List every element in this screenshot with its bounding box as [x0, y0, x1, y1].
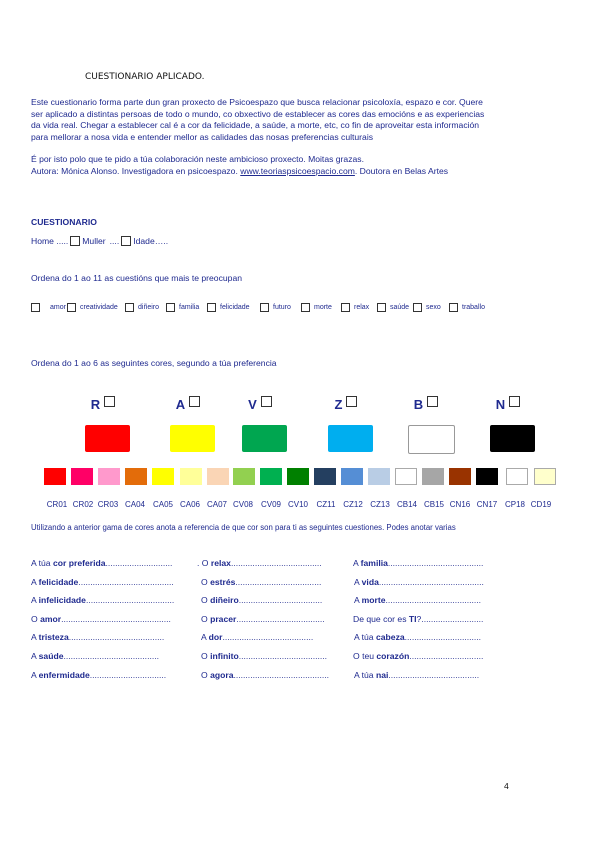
swatch-code: CZ13 [370, 500, 390, 509]
answer-blank[interactable]: .............................................. [61, 614, 171, 624]
topic-label: traballo [462, 304, 485, 311]
question-item [31, 577, 174, 587]
question-keyword: amor [40, 614, 62, 624]
question-item [201, 577, 321, 587]
question-item [354, 595, 481, 605]
question-item [31, 614, 171, 624]
question-keyword: infelicidade [38, 595, 86, 605]
primary-code-letter: A [175, 397, 186, 412]
question-prefix: O teu [353, 651, 377, 661]
question-keyword: cor preferida [52, 558, 106, 568]
question-prefix: De que cor es [353, 614, 409, 624]
swatch-code: CR03 [97, 500, 119, 509]
primary-code-letter: B [413, 397, 424, 412]
topic-6[interactable] [301, 303, 332, 312]
answer-blank[interactable]: ................................ [89, 670, 167, 680]
swatch-CR02 [71, 468, 93, 485]
primary-code-letter: R [90, 397, 101, 412]
topic-0[interactable] [31, 303, 66, 312]
topic-3[interactable] [166, 303, 199, 312]
question-item [201, 670, 329, 680]
primary-code-letter: V [248, 397, 257, 412]
topic-label: sexo [426, 304, 441, 311]
question-prefix: O [201, 595, 211, 605]
swatch-code: CB15 [423, 500, 444, 509]
swatch-code: CZ11 [316, 500, 336, 509]
rank-checkbox[interactable] [189, 396, 200, 407]
question-prefix: A túa [354, 632, 376, 642]
intro-line: ser aplicado a distintas persoas de todo o mundo, co obxectivo de establecer as cores das emocións e as experiencias [31, 108, 485, 119]
primary-swatch-V [242, 425, 287, 452]
primary-swatch-Z [328, 425, 373, 452]
swatch-CZ12 [341, 468, 363, 485]
topic-9[interactable] [413, 303, 441, 312]
author-suffix: . Doutora en Belas Artes [354, 165, 449, 176]
answer-blank[interactable]: ................................ [404, 632, 482, 642]
swatch-CR03 [98, 468, 120, 485]
question-keyword: saúde [38, 651, 64, 661]
answer-blank[interactable]: ?.......................... [416, 614, 484, 624]
topic-checkbox[interactable] [301, 303, 310, 312]
swatch-CD19 [534, 468, 556, 485]
question-keyword: familia [360, 558, 388, 568]
primary-code-letter: N [495, 397, 506, 412]
swatch-code: CA07 [206, 500, 227, 509]
rank-checkbox[interactable] [104, 396, 115, 407]
swatch-CA06 [180, 468, 202, 485]
answer-blank[interactable]: ...................................... [388, 670, 480, 680]
topic-7[interactable] [341, 303, 369, 312]
question-item [353, 651, 483, 661]
answer-blank[interactable]: ..................................... [85, 595, 175, 605]
primary-swatch-B [408, 425, 455, 454]
topic-label: relax [354, 304, 370, 311]
question-prefix: O [201, 670, 211, 680]
question-prefix: A [354, 577, 362, 587]
question-prefix: A [31, 595, 39, 605]
question-keyword: dor [208, 632, 223, 642]
rank-checkbox[interactable] [346, 396, 357, 407]
primary-code-V [240, 396, 280, 412]
question-prefix: A [31, 632, 39, 642]
answer-blank[interactable]: ........................................ [387, 558, 484, 568]
topic-label: diñeiro [138, 304, 160, 311]
answer-blank[interactable]: ........................................ [68, 632, 165, 642]
topic-checkbox[interactable] [125, 303, 134, 312]
question-prefix: A [353, 558, 361, 568]
question-keyword: TI [408, 614, 417, 624]
answer-blank[interactable]: ..................................... [238, 651, 328, 661]
swatch-code: CP18 [504, 500, 525, 509]
idade-label: Idade….. [133, 236, 169, 246]
swatch-code: CV10 [287, 500, 308, 509]
question-prefix: O [201, 577, 211, 587]
swatch-CV08 [233, 468, 255, 485]
question-keyword: pracer [210, 614, 237, 624]
instructions: Utilizando a anterior gama de cores anota a referencia de que cor son para ti as seguintes cuestiones. Podes anotar varias [31, 523, 456, 532]
swatch-CR01 [44, 468, 66, 485]
primary-code-N [488, 396, 528, 412]
question-keyword: diñeiro [210, 595, 239, 605]
section-title: CUESTIONARIO [31, 217, 97, 227]
answer-blank[interactable]: ...................................... [222, 632, 314, 642]
topic-checkbox[interactable] [31, 303, 40, 312]
question-item [354, 632, 481, 642]
primary-code-B [406, 396, 446, 412]
topic-checkbox[interactable] [207, 303, 216, 312]
answer-blank[interactable]: .................................... [235, 577, 322, 587]
rank-checkbox[interactable] [427, 396, 438, 407]
topic-checkbox[interactable] [341, 303, 350, 312]
demographics-row [31, 236, 168, 246]
swatch-code: CR02 [72, 500, 94, 509]
topic-checkbox[interactable] [449, 303, 458, 312]
topic-checkbox[interactable] [260, 303, 269, 312]
question-prefix: O [201, 614, 211, 624]
question-item [31, 670, 166, 680]
website-link[interactable]: www.teoriaspsicoespacio.com [240, 165, 355, 176]
page-number: 4 [504, 781, 509, 791]
primary-swatch-R [85, 425, 130, 452]
question-keyword: cabeza [375, 632, 405, 642]
intro-line: para mellorar a nosa vida e entender mellor as calidades das nosas preferencias culturais [31, 131, 374, 142]
answer-blank[interactable]: ........................................ [63, 651, 160, 661]
question-item [354, 670, 479, 680]
question-item [197, 558, 322, 568]
question-prefix: . O [197, 558, 211, 568]
swatch-code: CV09 [260, 500, 281, 509]
question-item [201, 651, 327, 661]
swatch-code: CR01 [46, 500, 68, 509]
question-concerns: Ordena do 1 ao 11 as cuestións que mais te preocupan [31, 273, 243, 283]
author-line [31, 166, 531, 178]
question-keyword: tristeza [38, 632, 69, 642]
topics-list [31, 303, 501, 315]
question-prefix: A [31, 651, 39, 661]
topic-checkbox[interactable] [166, 303, 175, 312]
question-item [31, 651, 159, 661]
swatch-code: CB14 [396, 500, 417, 509]
topic-label: saúde [390, 304, 410, 311]
topic-checkbox[interactable] [377, 303, 386, 312]
question-keyword: agora [210, 670, 234, 680]
question-item [201, 595, 322, 605]
swatch-CZ11 [314, 468, 336, 485]
question-prefix: A túa [354, 670, 376, 680]
primary-code-A [168, 396, 208, 412]
question-item [353, 614, 483, 624]
topic-checkbox[interactable] [67, 303, 76, 312]
topic-label: futuro [273, 304, 291, 311]
topic-label: familia [179, 304, 200, 311]
topic-label: creatividade [80, 304, 118, 311]
answer-blank[interactable]: ...................................... [230, 558, 322, 568]
question-keyword: enfermidade [38, 670, 90, 680]
question-keyword: vida [361, 577, 379, 587]
swatch-code: CZ12 [343, 500, 363, 509]
topic-checkbox[interactable] [413, 303, 422, 312]
question-prefix: O [31, 614, 41, 624]
question-item [201, 614, 325, 624]
topic-5[interactable] [260, 303, 291, 312]
intro-line: É por isto polo que te pido a túa colaboración neste ambicioso proxecto. Moitas grazas. [31, 154, 364, 165]
swatch-CV10 [287, 468, 309, 485]
topic-2[interactable] [125, 303, 159, 312]
swatch-code: CN17 [476, 500, 498, 509]
intro-text [31, 97, 531, 178]
topic-label: felicidade [220, 304, 250, 311]
question-prefix: A [31, 577, 39, 587]
swatch-CB15 [422, 468, 444, 485]
swatch-code: CD19 [530, 500, 552, 509]
intro-line: Este cuestionario forma parte dun gran proxecto de Psicoespazo que busca relacionar psicoloxía, espazo e cor. Quere [31, 97, 483, 107]
intro-line: da vida real. Chegar a establecer cal é a cor da felicidade, a saúde, a morte, etc, co fin de aproveitar esta información [31, 120, 480, 131]
document-title: CUESTIONARIO APLICADO. [85, 72, 205, 82]
answer-blank[interactable]: ............................... [409, 651, 484, 661]
muller-label: Muller [82, 236, 106, 246]
topic-label: amor [50, 304, 66, 311]
answer-blank[interactable]: ........................................ [385, 595, 482, 605]
question-item [354, 577, 484, 587]
question-prefix: A [201, 632, 209, 642]
author-prefix: Autora: Mónica Alonso. Investigadora en psicoespazo. [31, 165, 241, 176]
swatch-code: CA05 [152, 500, 173, 509]
question-item [353, 558, 483, 568]
question-keyword: nai [375, 670, 389, 680]
answer-blank[interactable]: ............................ [105, 558, 173, 568]
swatch-CA07 [207, 468, 229, 485]
swatch-code: CA04 [124, 500, 145, 509]
question-keyword: morte [361, 595, 386, 605]
rank-checkbox[interactable] [509, 396, 520, 407]
question-item [31, 558, 172, 568]
idade-checkbox[interactable] [121, 236, 131, 246]
question-prefix: A [354, 595, 362, 605]
question-item [31, 595, 174, 605]
question-prefix: A [31, 670, 39, 680]
topic-1[interactable] [67, 303, 118, 312]
primary-swatch-A [170, 425, 215, 452]
answer-blank[interactable]: ........................................ [78, 577, 174, 587]
answer-blank[interactable]: ................................... [238, 595, 323, 605]
topic-4[interactable] [207, 303, 250, 312]
primary-code-R [83, 396, 123, 412]
question-prefix: A túa [31, 558, 53, 568]
topic-10[interactable] [449, 303, 485, 312]
swatch-code: CN16 [449, 500, 471, 509]
question-keyword: relax [210, 558, 231, 568]
swatch-CB14 [395, 468, 417, 485]
primary-code-letter: Z [334, 397, 343, 412]
question-colors: Ordena do 1 ao 6 as seguintes cores, segundo a túa preferencia [31, 358, 277, 368]
swatch-CN16 [449, 468, 471, 485]
question-item [31, 632, 164, 642]
swatch-CA05 [152, 468, 174, 485]
answer-blank[interactable]: ............................................ [378, 577, 484, 587]
primary-swatch-N [490, 425, 535, 452]
swatch-CA04 [125, 468, 147, 485]
home-label: Home ..... [31, 236, 69, 246]
swatch-code: CA06 [179, 500, 200, 509]
rank-checkbox[interactable] [261, 396, 272, 407]
question-keyword: estrés [210, 577, 236, 587]
separator: .... [109, 236, 120, 246]
swatch-CV09 [260, 468, 282, 485]
question-keyword: felicidade [38, 577, 79, 587]
topic-label: morte [314, 304, 332, 311]
swatch-CP18 [506, 468, 528, 485]
swatch-code: CV08 [232, 500, 253, 509]
primary-code-Z [326, 396, 366, 412]
question-keyword: corazón [376, 651, 410, 661]
question-keyword: infinito [210, 651, 239, 661]
swatch-CZ13 [368, 468, 390, 485]
answer-blank[interactable]: ..................................... [236, 614, 325, 624]
topic-8[interactable] [377, 303, 409, 312]
question-prefix: O [201, 651, 211, 661]
swatch-CN17 [476, 468, 498, 485]
answer-blank[interactable]: ........................................ [233, 670, 329, 680]
question-item [201, 632, 313, 642]
muller-checkbox[interactable] [70, 236, 80, 246]
